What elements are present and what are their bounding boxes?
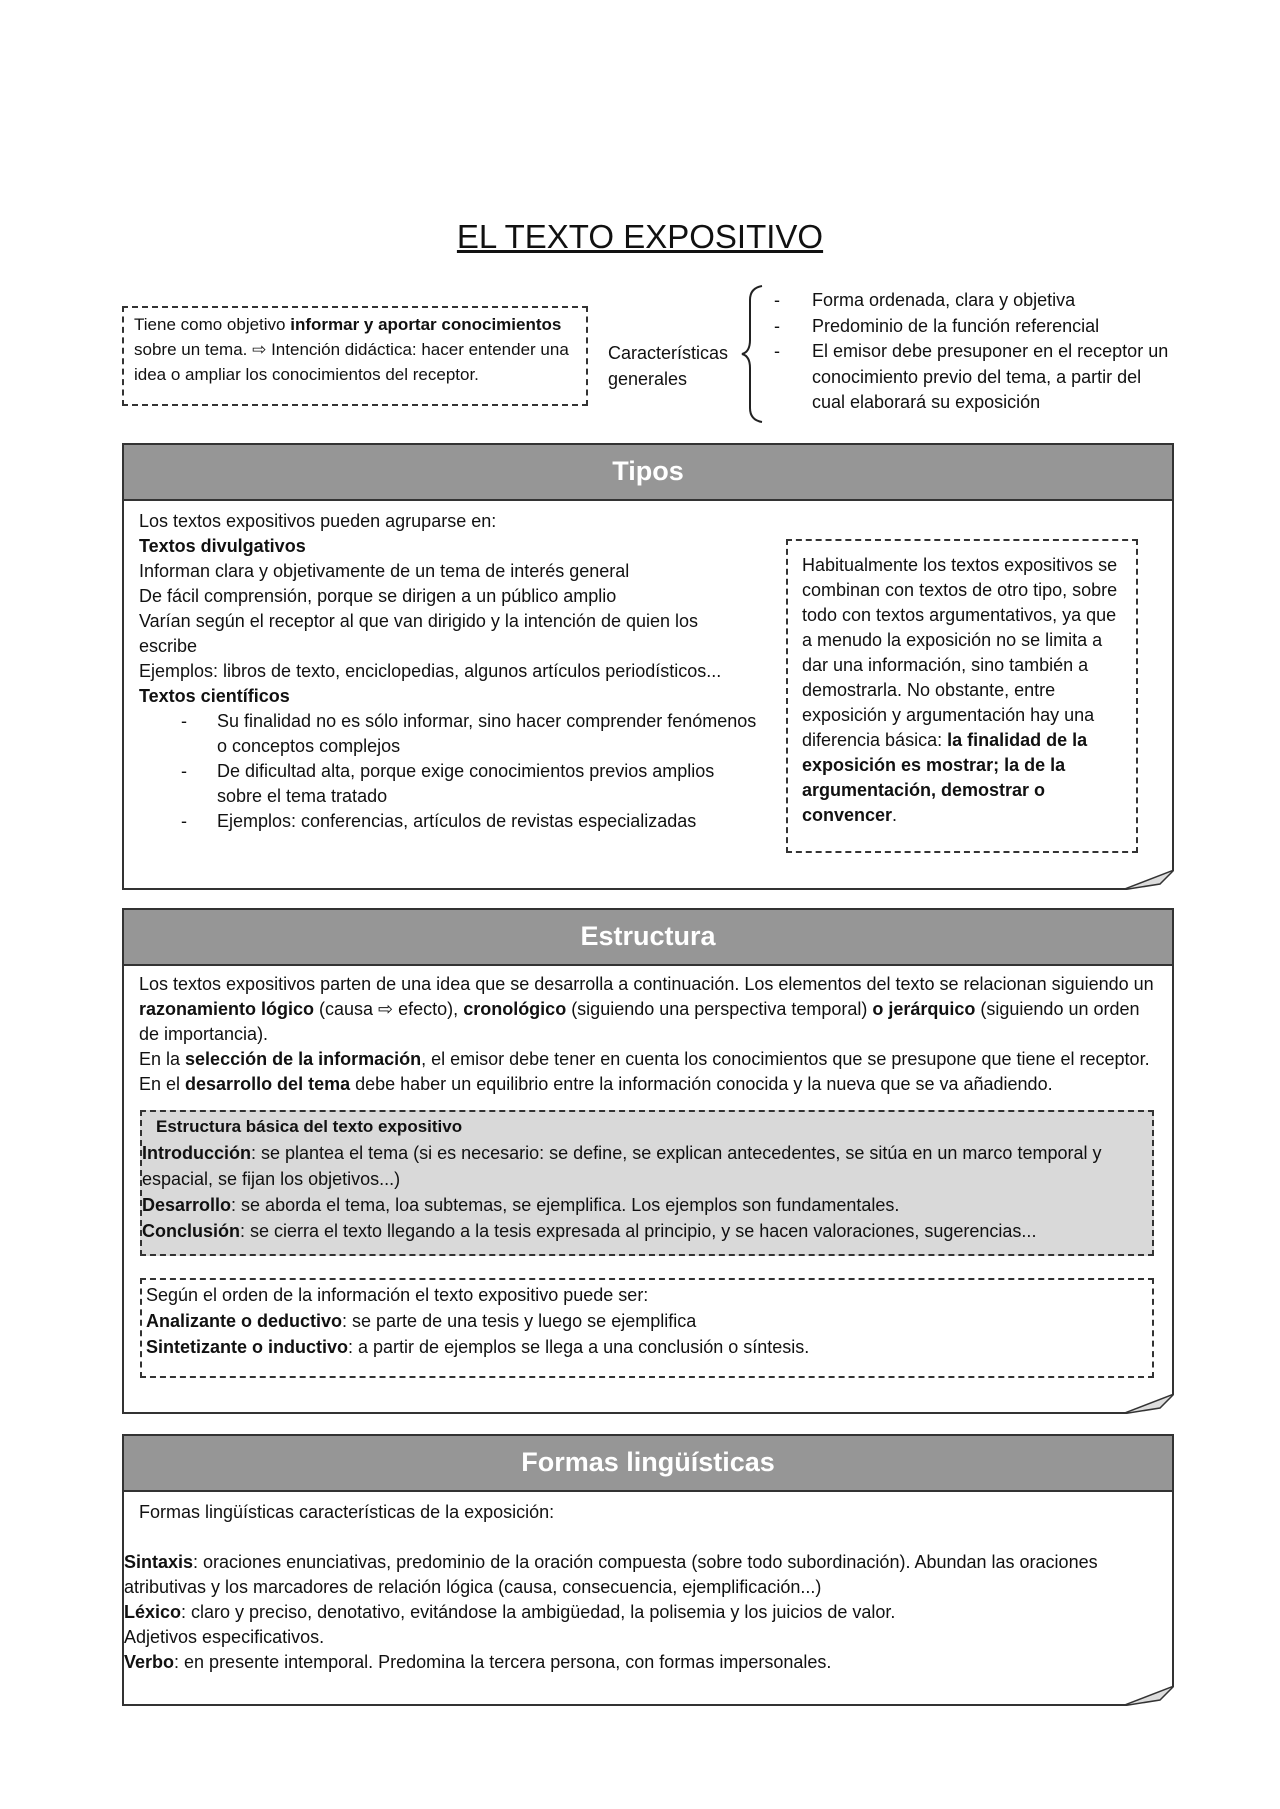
text-span: debe haber un equilibrio entre la información conocida y la nueva que se va añadiendo. <box>350 1074 1053 1094</box>
note-bold: la finalidad de la exposición es mostrar; la de la argumentación, demostrar o convencer <box>802 730 1088 825</box>
estructura-basica-heading: Estructura básica del texto expositivo <box>156 1117 463 1136</box>
estructura-conclusion <box>142 1218 1152 1244</box>
estructura-paragraph-2 <box>139 1047 1159 1072</box>
list-item: - Su finalidad no es sólo informar, sino hacer comprender fenómenos o conceptos complejos <box>181 709 759 759</box>
section-tipos <box>122 443 1174 890</box>
list-item: - De dificultad alta, porque exige conocimientos previos amplios sobre el tema tratado <box>181 759 759 809</box>
page-title: EL TEXTO EXPOSITIVO <box>456 218 824 255</box>
text-bold: Desarrollo <box>142 1195 232 1215</box>
text-line: Ejemplos: libros de texto, enciclopedias, algunos artículos periodísticos... <box>139 661 722 681</box>
intro-post: sobre un tema. ⇨ Intención didáctica: hacer entender una idea o ampliar los conocimientos del receptor. <box>134 340 569 384</box>
formas-lexico <box>124 1600 964 1650</box>
text-span: : se aborda el tema, loa subtemas, se ejemplifica. Los ejemplos son fundamentales. <box>231 1195 900 1215</box>
list-item: - Predominio de la función referencial <box>770 314 1170 340</box>
estructura-orden-box <box>140 1278 1154 1378</box>
text-span: En la <box>139 1049 186 1069</box>
note-end: . <box>892 805 898 825</box>
text-line: Varían según el receptor al que van dirigido y la intención de quien los escribe <box>139 611 699 656</box>
estructura-desarrollo <box>142 1192 1152 1218</box>
caracteristicas-label-line1: Características <box>608 343 729 363</box>
text-line: Informan clara y objetivamente de un tema de interés general <box>139 561 630 581</box>
estructura-introduccion <box>142 1140 1152 1192</box>
intro-definition-box <box>122 306 588 406</box>
formas-intro: Formas lingüísticas características de la exposición: <box>139 1502 555 1522</box>
text-span: : a partir de ejemplos se llega a una conclusión o síntesis. <box>348 1337 810 1357</box>
page-curl-icon <box>1122 1686 1174 1706</box>
orden-analizante <box>146 1308 1148 1334</box>
text-bold: o jerárquico <box>872 999 976 1019</box>
caracteristicas-list <box>770 288 1170 416</box>
text-bold: Conclusión <box>142 1221 240 1241</box>
formas-content <box>124 1500 1164 1675</box>
cientificos-heading: Textos científicos <box>139 686 290 706</box>
text-span: : oraciones enunciativas, predominio de la oración compuesta (sobre todo subordinación). Abundan las oraciones atributivas y los marcadores de relación lógica (causa, consecuencia, ejemplificación...) <box>124 1552 1098 1597</box>
caracteristicas-label-line2: generales <box>608 369 688 389</box>
section-heading-formas: Formas lingüísticas <box>124 1436 1172 1492</box>
intro-pre: Tiene como objetivo <box>134 315 291 334</box>
text-span: : claro y preciso, denotativo, evitándose la ambigüedad, la polisemia y los juicios de valor. Adjetivos especificativos. <box>124 1602 896 1647</box>
text-span: : en presente intemporal. Predomina la tercera persona, con formas impersonales. <box>174 1652 832 1672</box>
section-heading-estructura: Estructura <box>124 910 1172 966</box>
estructura-paragraph-3 <box>139 1072 1159 1097</box>
formas-sintaxis <box>124 1550 1164 1600</box>
text-bold: razonamiento lógico <box>139 999 315 1019</box>
tipos-intro: Los textos expositivos pueden agruparse en: <box>139 511 497 531</box>
orden-intro: Según el orden de la información el texto expositivo puede ser: <box>146 1285 649 1305</box>
note-text: Habitualmente los textos expositivos se combinan con textos de otro tipo, sobre todo con textos argumentativos, ya que a menudo la exposición no se limita a dar una información, sino también a demostrarla. No obstante, entre exposición y argumentación hay una diferencia básica: <box>802 555 1118 750</box>
text-span: Los textos expositivos parten de una idea que se desarrolla a continuación. Los elementos del texto se relacionan siguiendo un <box>139 974 1154 994</box>
section-formas <box>122 1434 1174 1706</box>
curly-brace-icon <box>740 284 768 424</box>
text-bold: Introducción <box>142 1143 251 1163</box>
divulgativos-heading: Textos divulgativos <box>139 536 306 556</box>
estructura-basica-box <box>140 1110 1154 1256</box>
caracteristicas-label <box>608 340 728 392</box>
text-span: : se cierra el texto llegando a la tesis expresada al principio, y se hacen valoraciones, sugerencias... <box>240 1221 1037 1241</box>
text-bold: Verbo <box>124 1652 175 1672</box>
orden-sintetizante <box>146 1334 1148 1360</box>
text-bold: Analizante o deductivo <box>146 1311 343 1331</box>
text-bold: desarrollo del tema <box>185 1074 351 1094</box>
formas-verbo <box>124 1650 1164 1675</box>
estructura-text <box>139 972 1159 1097</box>
text-span: (siguiendo un orden de importancia). <box>139 999 1140 1044</box>
section-estructura <box>122 908 1174 1414</box>
text-span: (siguiendo una perspectiva temporal) <box>566 999 873 1019</box>
text-span: (causa ⇨ efecto), <box>314 999 464 1019</box>
page-curl-icon <box>1122 1394 1174 1414</box>
text-span: : se plantea el tema (si es necesario: se define, se explican antecedentes, se sitúa en un marco temporal y espacial, se fijan los objetivos...) <box>142 1143 1102 1189</box>
intro-bold: informar y aportar conocimientos <box>290 315 562 334</box>
text-line: De fácil comprensión, porque se dirigen a un público amplio <box>139 586 617 606</box>
section-heading-tipos: Tipos <box>124 445 1172 501</box>
tipos-content <box>139 509 759 834</box>
text-span: : se parte de una tesis y luego se ejemplifica <box>342 1311 697 1331</box>
text-span: , el emisor debe tener en cuenta los conocimientos que se presupone que tiene el receptor. <box>421 1049 1150 1069</box>
text-bold: cronológico <box>463 999 567 1019</box>
text-bold: Sintaxis <box>124 1552 194 1572</box>
text-bold: selección de la información <box>185 1049 422 1069</box>
list-item: - Forma ordenada, clara y objetiva <box>770 288 1170 314</box>
text-span: En el <box>139 1074 186 1094</box>
list-item: - El emisor debe presuponer en el receptor un conocimiento previo del tema, a partir del cual elaborará su exposición <box>770 339 1170 416</box>
text-bold: Léxico <box>124 1602 182 1622</box>
list-item: - Ejemplos: conferencias, artículos de revistas especializadas <box>181 809 759 834</box>
page-curl-icon <box>1122 870 1174 890</box>
tipos-note-box <box>786 539 1138 853</box>
cientificos-list <box>139 709 759 834</box>
estructura-paragraph-1 <box>139 972 1159 1047</box>
text-bold: Sintetizante o inductivo <box>146 1337 349 1357</box>
